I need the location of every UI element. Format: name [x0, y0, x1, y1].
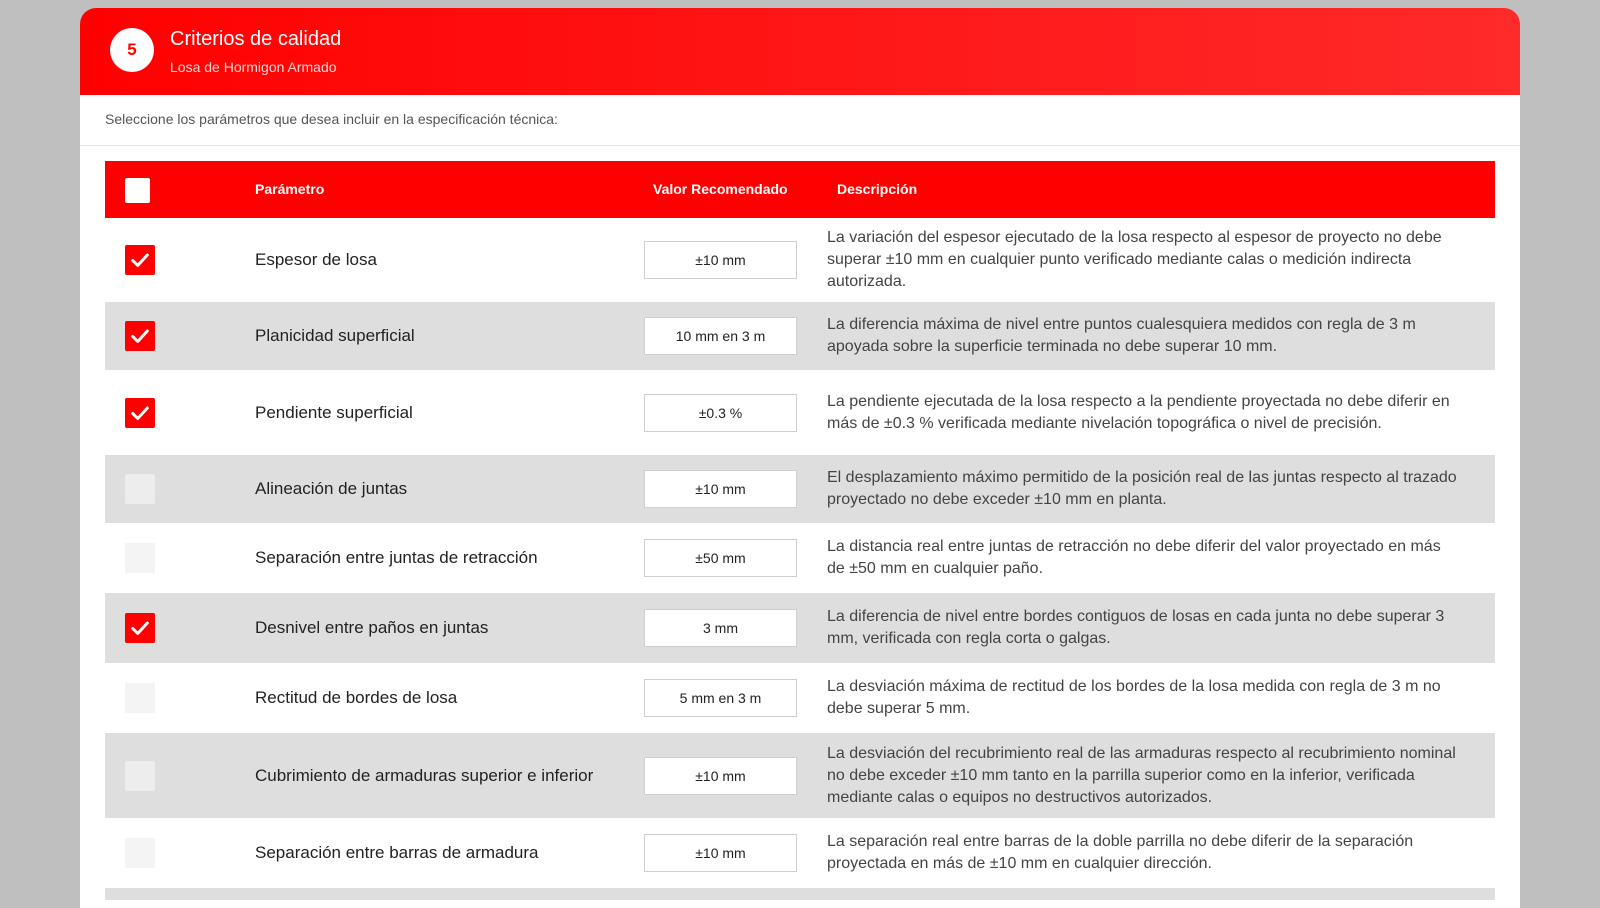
param-description: La distancia real entre juntas de retracción no debe diferir del valor proyectado en más de ±50 mm en cualquier paño.	[827, 538, 1441, 577]
checkmark-icon	[129, 249, 151, 271]
recommended-value-field[interactable]: 5 mm en 3 m	[644, 679, 797, 717]
table-row	[105, 888, 1495, 900]
param-description: La desviación máxima de rectitud de los bordes de la losa medida con regla de 3 m no debe superar 5 mm.	[827, 678, 1441, 717]
recommended-value-field[interactable]: ±50 mm	[644, 539, 797, 577]
recommended-value-field[interactable]: 3 mm	[644, 609, 797, 647]
column-header-desc: Descripción	[837, 181, 918, 197]
criteria-table	[105, 161, 1495, 900]
param-name: Separación entre barras de armadura	[255, 843, 539, 862]
row-checkbox[interactable]	[125, 761, 155, 791]
page-subtitle: Losa de Hormigon Armado	[170, 59, 337, 75]
quality-criteria-card	[80, 8, 1520, 908]
step-number-badge: 5	[110, 28, 154, 72]
select-all-checkbox[interactable]	[125, 178, 150, 203]
checkmark-icon	[129, 617, 151, 639]
column-header-value: Valor Recomendado	[653, 181, 788, 197]
recommended-value-field[interactable]: ±0.3 %	[644, 394, 797, 432]
table-row	[105, 302, 1495, 370]
recommended-value-field[interactable]: ±10 mm	[644, 834, 797, 872]
row-checkbox[interactable]	[125, 398, 155, 428]
recommended-value-field[interactable]: 10 mm en 3 m	[644, 317, 797, 355]
row-checkbox[interactable]	[125, 321, 155, 351]
table-row	[105, 218, 1495, 302]
row-checkbox[interactable]	[125, 613, 155, 643]
param-description: La diferencia máxima de nivel entre puntos cualesquiera medidos con regla de 3 m apoyada sobre la superficie terminada no debe superar 10 mm.	[827, 316, 1416, 355]
row-checkbox[interactable]	[125, 838, 155, 868]
recommended-value-field[interactable]: ±10 mm	[644, 470, 797, 508]
param-name: Cubrimiento de armaduras superior e inferior	[255, 765, 594, 785]
table-row	[105, 663, 1495, 733]
column-header-param: Parámetro	[255, 181, 325, 197]
row-checkbox[interactable]	[125, 474, 155, 504]
row-checkbox[interactable]	[125, 245, 155, 275]
instruction-text: Seleccione los parámetros que desea incluir en la especificación técnica:	[80, 95, 1520, 146]
table-row	[105, 733, 1495, 818]
table-row	[105, 523, 1495, 593]
page-title: Criterios de calidad	[170, 28, 342, 50]
card-header	[80, 8, 1520, 95]
param-name: Separación entre juntas de retracción	[255, 548, 538, 567]
param-name: Desnivel entre paños en juntas	[255, 618, 489, 637]
param-name: Rectitud de bordes de losa	[255, 688, 458, 707]
table-row	[105, 593, 1495, 663]
recommended-value-field[interactable]: ±10 mm	[644, 757, 797, 795]
param-description: La desviación del recubrimiento real de las armaduras respecto al recubrimiento nominal no debe exceder ±10 mm tanto en la parrilla superior como en la inferior, verificada mediante calas o equipos no destructivos autorizados.	[827, 744, 1456, 806]
param-name: Espesor de losa	[255, 250, 377, 269]
row-checkbox[interactable]	[125, 543, 155, 573]
param-description: La separación real entre barras de la doble parrilla no debe diferir de la separación proyectada en más de ±10 mm en cualquier dirección.	[827, 833, 1414, 872]
param-description: La variación del espesor ejecutado de la losa respecto al espesor de proyecto no debe superar ±10 mm en cualquier punto verificado mediante calas o medición indirecta autorizada.	[827, 229, 1442, 290]
row-checkbox[interactable]	[125, 683, 155, 713]
recommended-value-field[interactable]: ±10 mm	[644, 241, 797, 279]
checkmark-icon	[129, 402, 151, 424]
param-description: La diferencia de nivel entre bordes contiguos de losas en cada junta no debe superar 3 mm, verificada con regla corta o galgas.	[827, 608, 1445, 647]
param-name: Planicidad superficial	[255, 326, 415, 345]
param-name: Pendiente superficial	[255, 402, 413, 422]
param-description: La pendiente ejecutada de la losa respecto a la pendiente proyectada no debe diferir en más de ±0.3 % verificada mediante nivelación topográfica o nivel de precisión.	[827, 392, 1450, 432]
table-row	[105, 455, 1495, 523]
param-name: Alineación de juntas	[255, 479, 408, 498]
table-header	[105, 161, 1495, 218]
checkmark-icon	[129, 325, 151, 347]
table-row	[105, 818, 1495, 888]
param-description: El desplazamiento máximo permitido de la posición real de las juntas respecto al trazado proyectado no debe exceder ±10 mm en planta.	[827, 469, 1457, 508]
table-row	[105, 370, 1495, 455]
